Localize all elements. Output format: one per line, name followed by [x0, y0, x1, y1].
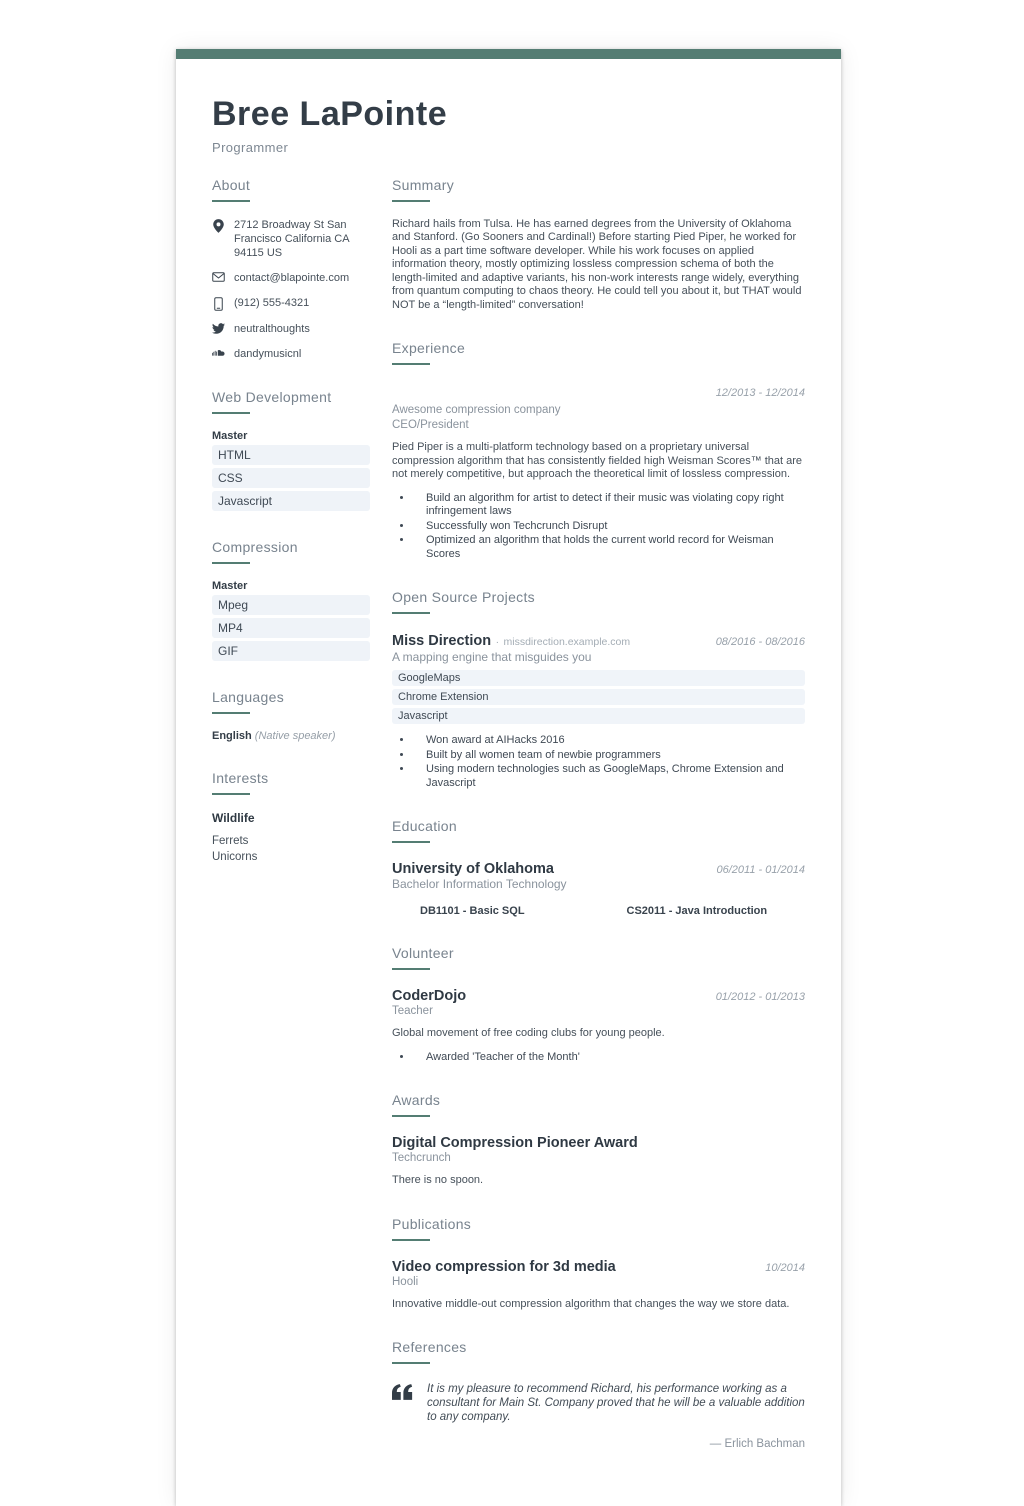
- resume-header: [212, 95, 805, 155]
- volunteer-date: 01/2012 - 01/2013: [715, 991, 805, 1004]
- project-keywords: [392, 670, 805, 724]
- skill-pill: MP4: [212, 618, 370, 638]
- publications-heading: Publications: [392, 1216, 805, 1241]
- interest-item: Unicorns: [212, 850, 258, 863]
- volunteer-highlights: [392, 1051, 805, 1065]
- project-date: 08/2016 - 08/2016: [715, 636, 805, 649]
- projects-heading: Open Source Projects: [392, 589, 805, 614]
- course-item: DB1101 - Basic SQL: [420, 905, 525, 918]
- award-entry: [392, 1135, 805, 1188]
- section-education: [392, 818, 805, 917]
- project-entry: [392, 632, 805, 790]
- keyword-tag: GoogleMaps: [392, 670, 805, 686]
- twitter-row: [212, 322, 370, 336]
- sidebar-column: [212, 177, 370, 1451]
- course-item: CS2011 - Java Introduction: [626, 905, 768, 918]
- publication-name: Video compression for 3d media: [392, 1258, 616, 1275]
- languages-heading: Languages: [212, 689, 370, 714]
- reference-attribution: — Erlich Bachman: [709, 1438, 805, 1451]
- education-entry: [392, 861, 805, 917]
- highlight-item: • Using modern technologies such as GoogleMaps, Chrome Extension and Javascript: [413, 763, 805, 790]
- experience-date: 12/2013 - 12/2014: [715, 387, 805, 400]
- skill-pill: CSS: [212, 468, 370, 488]
- experience-highlights: [392, 492, 805, 562]
- envelope-icon: [212, 271, 225, 282]
- phone-row: [212, 296, 370, 311]
- education-degree: Bachelor Information Technology: [392, 877, 567, 892]
- section-publications: [392, 1216, 805, 1312]
- highlight-item: • Optimized an algorithm that holds the current world record for Weisman Scores: [413, 534, 805, 561]
- highlight-item: • Built by all women team of newbie programmers: [413, 749, 805, 763]
- keyword-tag: Chrome Extension: [392, 689, 805, 705]
- skill-pill: GIF: [212, 641, 370, 661]
- publication-summary: Innovative middle-out compression algorithm that changes the way we store data.: [392, 1297, 790, 1310]
- awards-heading: Awards: [392, 1092, 805, 1117]
- publication-publisher: Hooli: [392, 1275, 419, 1288]
- summary-text: Richard hails from Tulsa. He has earned degrees from the University of Oklahoma and Stanford. (Go Sooners and Cardinal!) Before starting Pied Piper, he worked for Hooli as a part time software developer. While his work focuses on applied information theory, mostly optimizing lossless compression schema of both the length-limited and adaptive variants, his non-work interests range widely, everything from quantum computing to chaos theory. He could tell you about it, but THAT would NOT be a “length-limited” conversation!: [392, 217, 802, 311]
- about-heading: About: [212, 177, 370, 202]
- education-heading: Education: [392, 818, 805, 843]
- project-description: A mapping engine that misguides you: [392, 650, 592, 665]
- publication-date: 10/2014: [765, 1261, 805, 1274]
- section-languages: [212, 689, 370, 742]
- references-heading: References: [392, 1339, 805, 1364]
- volunteer-heading: Volunteer: [392, 945, 805, 970]
- soundcloud-icon: [212, 347, 225, 357]
- section-projects: [392, 589, 805, 790]
- soundcloud-handle-text[interactable]: dandymusicnl: [234, 347, 302, 360]
- highlight-item: • Successfully won Techcrunch Disrupt: [413, 520, 805, 534]
- education-courses: [392, 905, 805, 917]
- location-pin-icon: [212, 218, 225, 233]
- interest-item: Ferrets: [212, 834, 249, 847]
- interest-primary: Wildlife: [212, 810, 255, 825]
- highlight-item: • Won award at AIHacks 2016: [413, 734, 805, 748]
- reference-quote: It is my pleasure to recommend Richard, his performance working as a consultant for Main St. Company proved that he will be a valuable addition to any company.: [427, 1383, 805, 1424]
- email-row: [212, 271, 370, 285]
- interests-heading: Interests: [212, 770, 370, 795]
- publication-entry: [392, 1259, 805, 1312]
- experience-heading: Experience: [392, 340, 805, 365]
- dot-separator: ·: [495, 636, 500, 649]
- soundcloud-row: [212, 347, 370, 361]
- highlight-item: • Awarded 'Teacher of the Month': [413, 1051, 805, 1065]
- skill-pill: Javascript: [212, 491, 370, 511]
- award-summary: There is no spoon.: [392, 1174, 484, 1187]
- award-awarder: Techcrunch: [392, 1152, 451, 1165]
- section-volunteer: [392, 945, 805, 1064]
- award-title: Digital Compression Pioneer Award: [392, 1135, 638, 1152]
- language-line: [212, 730, 370, 742]
- education-institution: University of Oklahoma: [392, 861, 554, 878]
- twitter-handle-phone-text: (912) 555-4321: [234, 296, 310, 309]
- keyword-tag: Javascript: [392, 708, 805, 724]
- highlight-item: • Build an algorithm for artist to detect if their music was violating copy right infringement laws: [413, 492, 805, 519]
- section-experience: [392, 340, 805, 561]
- project-name: Miss Direction: [392, 633, 492, 650]
- section-summary: [392, 177, 805, 313]
- language-name: English: [212, 729, 252, 742]
- skill-pill: HTML: [212, 445, 370, 465]
- summary-heading: Summary: [392, 177, 805, 202]
- skill-pill: Mpeg: [212, 595, 370, 615]
- skills-web-heading: Web Development: [212, 389, 370, 414]
- twitter-icon: [212, 322, 225, 334]
- education-date: 06/2011 - 01/2014: [716, 864, 805, 877]
- experience-entry: [392, 383, 805, 561]
- skill-level-label: Master: [212, 429, 248, 442]
- resume-page: [176, 49, 841, 1506]
- volunteer-description: Global movement of free coding clubs for young people.: [392, 1027, 665, 1040]
- candidate-job-title: Programmer: [212, 139, 289, 155]
- experience-employer: Awesome compression company: [392, 404, 561, 417]
- section-skills-compression: [212, 539, 370, 661]
- language-fluency: (Native speaker): [254, 729, 336, 742]
- project-url[interactable]: missdirection.example.com: [503, 636, 631, 649]
- address-text: 2712 Broadway St San Francisco California CA 94115 US: [234, 218, 349, 259]
- volunteer-position: Teacher: [392, 1005, 433, 1018]
- candidate-name: Bree LaPointe: [212, 95, 448, 133]
- section-references: [392, 1339, 805, 1450]
- address-row: [212, 218, 370, 260]
- main-column: [392, 177, 805, 1451]
- skill-level-label: Master: [212, 579, 248, 592]
- section-interests: [212, 770, 370, 863]
- section-awards: [392, 1092, 805, 1188]
- mobile-phone-icon: [212, 296, 225, 311]
- section-skills-web-development: [212, 389, 370, 511]
- experience-position: CEO/President: [392, 419, 469, 432]
- volunteer-entry: [392, 988, 805, 1064]
- section-about: [212, 177, 370, 361]
- email-text[interactable]: contact@blapointe.com: [234, 271, 350, 284]
- skills-compression-heading: Compression: [212, 539, 370, 564]
- project-highlights: [392, 734, 805, 790]
- accent-top-bar: [176, 49, 841, 59]
- experience-description: Pied Piper is a multi-platform technology based on a proprietary universal compression algorithm that has consistently fielded high Weisman Scores™ that are not merely competitive, but approach the theoretical limit of lossless compression.: [392, 441, 803, 481]
- twitter-handle-text[interactable]: neutralthoughts: [234, 322, 310, 335]
- volunteer-organization: CoderDojo: [392, 988, 467, 1005]
